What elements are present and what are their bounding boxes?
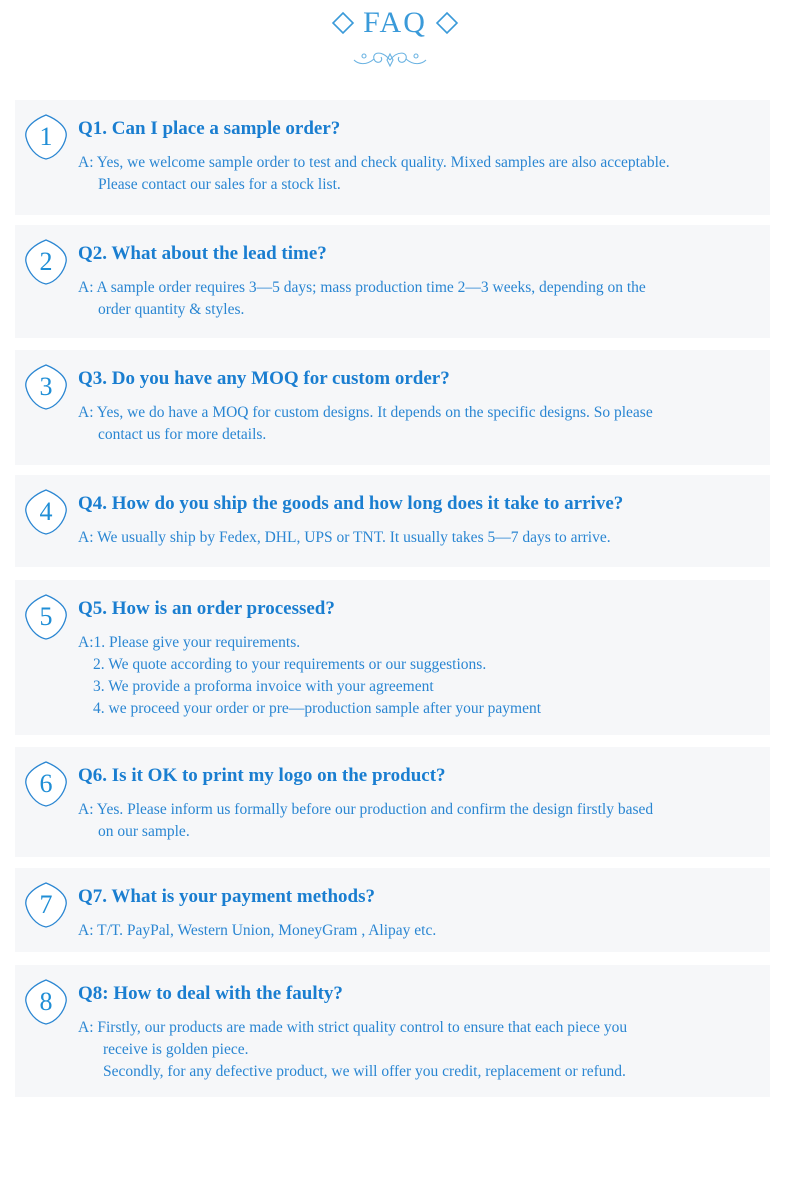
answer-line: contact us for more details. [98, 426, 267, 443]
number-label: 4 [39, 497, 53, 526]
number-badge [22, 978, 70, 1026]
question-text: Q2. What about the lead time? [78, 243, 327, 264]
number-label: 1 [39, 122, 53, 151]
answer-line: A: Yes. Please inform us formally before our production and confirm the design firstly based [78, 801, 654, 818]
number-badge [22, 238, 70, 286]
faq-item [15, 225, 770, 338]
ornamental-flourish-icon [150, 46, 630, 70]
answer-line: 3. We provide a proforma invoice with your agreement [93, 678, 434, 695]
answer-text [78, 632, 541, 720]
answer-text [78, 277, 646, 321]
title-row [0, 4, 790, 40]
diamond-outline-icon [331, 11, 355, 35]
question-text: Q6. Is it OK to print my logo on the product? [78, 765, 446, 786]
question-text: Q4. How do you ship the goods and how long does it take to arrive? [78, 493, 624, 514]
number-label: 8 [39, 987, 53, 1016]
question-text: Q8: How to deal with the faulty? [78, 983, 343, 1004]
number-badge [22, 760, 70, 808]
diamond-outline-icon [435, 11, 459, 35]
answer-line: order quantity & styles. [98, 301, 245, 318]
number-badge [22, 488, 70, 536]
answer-line: A: Firstly, our products are made with strict quality control to ensure that each piece you [78, 1019, 628, 1036]
answer-text [78, 402, 653, 446]
answer-line: Secondly, for any defective product, we will offer you credit, replacement or refund. [103, 1063, 626, 1080]
answer-text [78, 152, 670, 196]
number-label: 7 [39, 890, 53, 919]
number-label: 6 [39, 769, 53, 798]
number-badge [22, 593, 70, 641]
page-title: FAQ [363, 6, 427, 40]
answer-text [78, 1017, 627, 1083]
question-text: Q1. Can I place a sample order? [78, 118, 341, 139]
faq-item [15, 580, 770, 735]
faq-item [15, 350, 770, 465]
answer-line: A: We usually ship by Fedex, DHL, UPS or TNT. It usually takes 5—7 days to arrive. [78, 529, 611, 546]
answer-line: A: T/T. PayPal, Western Union, MoneyGram , Alipay etc. [78, 922, 437, 939]
question-text: Q3. Do you have any MOQ for custom order? [78, 368, 450, 389]
answer-line: A: A sample order requires 3—5 days; mass production time 2—3 weeks, depending on the [78, 279, 646, 296]
answer-line: receive is golden piece. [103, 1041, 249, 1058]
faq-item [15, 475, 770, 567]
question-text: Q7. What is your payment methods? [78, 886, 375, 907]
answer-text [78, 920, 436, 942]
faq-item [15, 747, 770, 857]
answer-line: A: Yes, we welcome sample order to test and check quality. Mixed samples are also acceptable. [78, 154, 670, 171]
number-label: 5 [39, 602, 53, 631]
number-badge [22, 881, 70, 929]
answer-line: Please contact our sales for a stock list. [98, 176, 341, 193]
faq-item [15, 965, 770, 1097]
answer-line: on our sample. [98, 823, 190, 840]
answer-line: A: Yes, we do have a MOQ for custom designs. It depends on the specific designs. So please [78, 404, 653, 421]
number-badge [22, 113, 70, 161]
number-badge [22, 363, 70, 411]
faq-header [0, 0, 790, 90]
number-label: 3 [39, 372, 53, 401]
answer-line: 4. we proceed your order or pre—production sample after your payment [93, 700, 542, 717]
answer-line: 2. We quote according to your requirements or our suggestions. [93, 656, 487, 673]
faq-item [15, 868, 770, 952]
answer-text [78, 799, 653, 843]
faq-item [15, 100, 770, 215]
answer-line: A:1. Please give your requirements. [78, 634, 301, 651]
answer-text [78, 527, 611, 549]
number-label: 2 [39, 247, 53, 276]
question-text: Q5. How is an order processed? [78, 598, 335, 619]
